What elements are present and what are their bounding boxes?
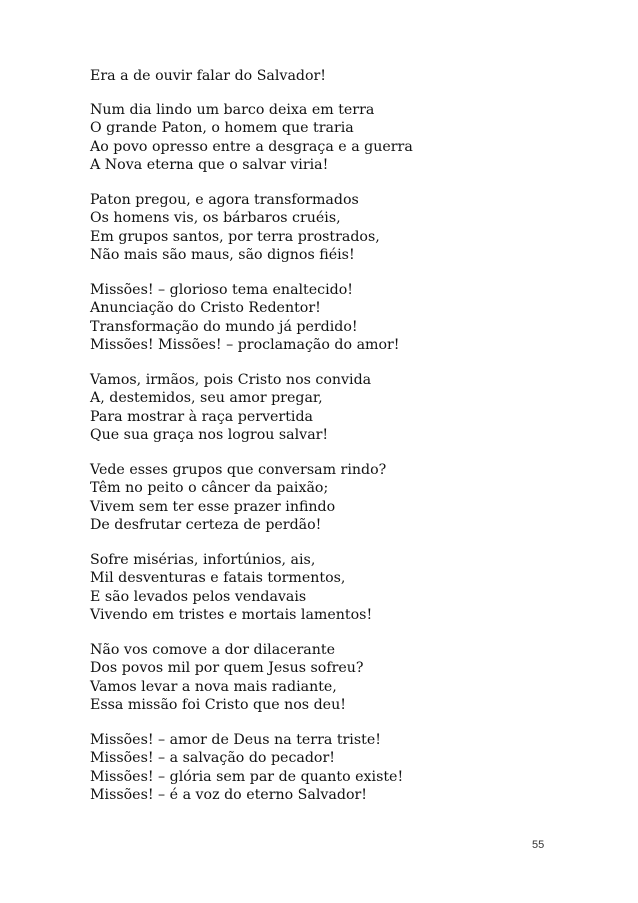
poem-line: Essa missão foi Cristo que nos deu! (90, 697, 346, 713)
poem-body (90, 67, 570, 821)
poem-line: A, destemidos, seu amor pregar, (90, 390, 323, 406)
stanza-1 (90, 101, 570, 175)
poem-line: A Nova eterna que o salvar viria! (90, 157, 329, 173)
poem-line: Em grupos santos, por terra prostrados, (90, 228, 380, 245)
poem-line: Têm no peito o câncer da paixão; (90, 480, 329, 496)
stanza-3 (90, 281, 570, 355)
stanza-6 (90, 551, 570, 625)
stanza-4 (90, 371, 570, 445)
poem-line: Mil desventuras e fatais tormentos, (90, 570, 346, 586)
poem-line: Missões! – amor de Deus na terra triste! (90, 731, 381, 748)
poem-line: Num dia lindo um barco deixa em terra (90, 101, 375, 118)
poem-line: Vamos, irmãos, pois Cristo nos convida (90, 371, 372, 388)
poem-line: O grande Paton, o homem que traria (90, 120, 354, 136)
poem-line: Missões! Missões! – proclamação do amor! (90, 337, 400, 353)
poem-line: Missões! – glória sem par de quanto existe! (90, 768, 404, 785)
poem-line: Vede esses grupos que conversam rindo? (90, 461, 387, 478)
poem-line: De desfrutar certeza de perdão! (90, 517, 322, 533)
poem-line: Vamos levar a nova mais radiante, (90, 678, 337, 695)
poem-line: Vivendo em tristes e mortais lamentos! (90, 607, 373, 623)
poem-line: Dos povos mil por quem Jesus sofreu? (90, 660, 364, 676)
poem-line: Anunciação do Cristo Redentor! (90, 300, 321, 316)
poem-line: Ao povo opresso entre a desgraça e a guerra (90, 138, 413, 155)
poem-line: Missões! – glorioso tema enaltecido! (90, 281, 353, 298)
poem-line: E são levados pelos vendavais (90, 588, 307, 605)
poem-first-line: Era a de ouvir falar do Salvador! (90, 68, 327, 84)
poem-line: Missões! – a salvação do pecador! (90, 750, 335, 766)
poem-line: Vivem sem ter esse prazer infindo (90, 498, 336, 515)
poem-line: Para mostrar à raça pervertida (90, 408, 313, 425)
stanza-7 (90, 641, 570, 715)
poem-line: Sofre misérias, infortúnios, ais, (90, 551, 316, 568)
poem-line: Transformação do mundo já perdido! (90, 318, 358, 335)
poem-line: Não mais são maus, são dignos fiéis! (90, 247, 355, 263)
poem-line: Não vos comove a dor dilacerante (90, 641, 335, 658)
stanza-8 (90, 731, 570, 805)
poem-line: Paton pregou, e agora transformados (90, 191, 359, 208)
page-number: 55 (532, 839, 545, 851)
stanza-5 (90, 461, 570, 535)
poem-line: Missões! – é a voz do eterno Salvador! (90, 787, 367, 803)
poem-line: Que sua graça nos logrou salvar! (90, 427, 329, 443)
poem-line: Os homens vis, os bárbaros cruéis, (90, 210, 341, 226)
stanza-2 (90, 191, 570, 265)
